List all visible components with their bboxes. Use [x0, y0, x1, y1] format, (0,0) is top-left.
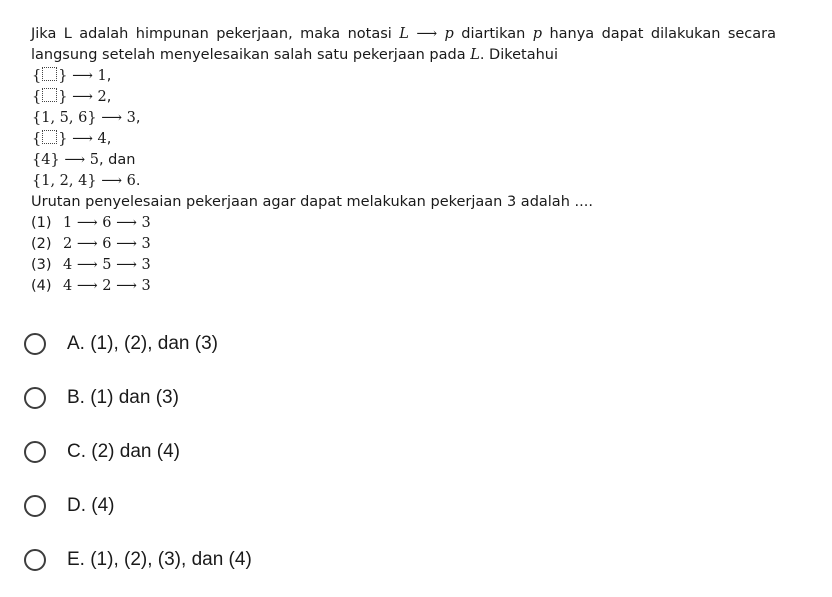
radio-button-a[interactable] [24, 333, 46, 355]
set-elements: 1, 2, 4 [41, 173, 88, 189]
option-a[interactable] [24, 327, 252, 381]
radio-button-b[interactable] [24, 387, 46, 409]
notation-p-2: p [532, 26, 543, 42]
set-close-brace: } [50, 152, 60, 168]
option-c[interactable] [24, 435, 252, 489]
set-open-brace: { [32, 152, 42, 168]
set-tail: . [135, 173, 141, 189]
question-block [31, 24, 776, 297]
statement-list [31, 213, 776, 297]
intro-text-2: diartikan [453, 26, 533, 42]
set-target: 5 [89, 152, 99, 168]
statement-number: (2) [31, 236, 52, 252]
set-list [31, 66, 776, 192]
set-elements: 4 [41, 152, 51, 168]
question-prompt: Urutan penyelesaian pekerjaan agar dapat melakukan pekerjaan 3 adalah .... [31, 194, 593, 210]
intro-text-1: Jika L adalah himpunan pekerjaan, maka notasi [31, 26, 400, 42]
set-open-brace: { [32, 110, 42, 126]
set-tail: , [106, 68, 112, 84]
set-arrow: ⟶ [72, 89, 93, 105]
statement-4 [31, 276, 776, 297]
option-d[interactable] [24, 489, 252, 543]
set-arrow: ⟶ [72, 68, 93, 84]
option-b-label[interactable]: B. (1) dan (3) [67, 387, 179, 408]
statement-sequence: 4 ⟶ 5 ⟶ 3 [63, 257, 151, 273]
set-line-1 [31, 66, 776, 87]
set-target: 1 [97, 68, 107, 84]
statement-sequence: 4 ⟶ 2 ⟶ 3 [63, 278, 151, 294]
intro-text-4: . Diketahui [479, 47, 559, 63]
option-a-label[interactable]: A. (1), (2), dan (3) [67, 333, 218, 354]
set-line-2 [31, 87, 776, 108]
set-line-4 [31, 129, 776, 150]
empty-placeholder-box [42, 67, 57, 81]
statement-number: (4) [31, 278, 52, 294]
radio-button-c[interactable] [24, 441, 46, 463]
set-target: 3 [126, 110, 136, 126]
radio-button-e[interactable] [24, 549, 46, 571]
set-line-3 [31, 108, 776, 129]
set-tail: , dan [98, 152, 136, 168]
option-d-label[interactable]: D. (4) [67, 495, 115, 516]
set-arrow: ⟶ [101, 110, 122, 126]
set-line-5 [31, 150, 776, 171]
set-target: 4 [97, 131, 107, 147]
set-line-6 [31, 171, 776, 192]
statement-3 [31, 255, 776, 276]
statement-number: (1) [31, 215, 52, 231]
set-open-brace: { [32, 89, 42, 105]
set-close-brace: } [87, 110, 97, 126]
set-arrow: ⟶ [101, 173, 122, 189]
option-e[interactable] [24, 543, 252, 597]
option-c-label[interactable]: C. (2) dan (4) [67, 441, 180, 462]
set-close-brace: } [58, 68, 68, 84]
statement-sequence: 1 ⟶ 6 ⟶ 3 [63, 215, 151, 231]
statement-2 [31, 234, 776, 255]
set-tail: , [135, 110, 141, 126]
set-open-brace: { [32, 131, 42, 147]
intro-text-3: hanya dapat dilakukan secara langsung setelah menyelesaikan salah satu pekerjaan pada [31, 26, 777, 63]
empty-placeholder-box [42, 88, 57, 102]
set-close-brace: } [58, 89, 68, 105]
answer-options [24, 327, 252, 597]
set-target: 6 [126, 173, 136, 189]
set-tail: , [106, 89, 112, 105]
question-intro [31, 24, 776, 66]
set-close-brace: } [58, 131, 68, 147]
notation-L-2: L [470, 47, 480, 63]
set-target: 2 [97, 89, 107, 105]
notation-L: L [399, 26, 409, 42]
notation-arrow: ⟶ [416, 26, 438, 42]
set-close-brace: } [87, 173, 97, 189]
set-open-brace: { [32, 173, 42, 189]
radio-button-d[interactable] [24, 495, 46, 517]
statement-1 [31, 213, 776, 234]
notation-p: p [444, 26, 454, 42]
option-e-label[interactable]: E. (1), (2), (3), dan (4) [67, 549, 252, 570]
statement-number: (3) [31, 257, 52, 273]
set-elements: 1, 5, 6 [41, 110, 88, 126]
set-arrow: ⟶ [72, 131, 93, 147]
statement-sequence: 2 ⟶ 6 ⟶ 3 [63, 236, 151, 252]
option-b[interactable] [24, 381, 252, 435]
set-open-brace: { [32, 68, 42, 84]
set-arrow: ⟶ [64, 152, 86, 168]
empty-placeholder-box [42, 130, 57, 144]
set-tail: , [106, 131, 112, 147]
